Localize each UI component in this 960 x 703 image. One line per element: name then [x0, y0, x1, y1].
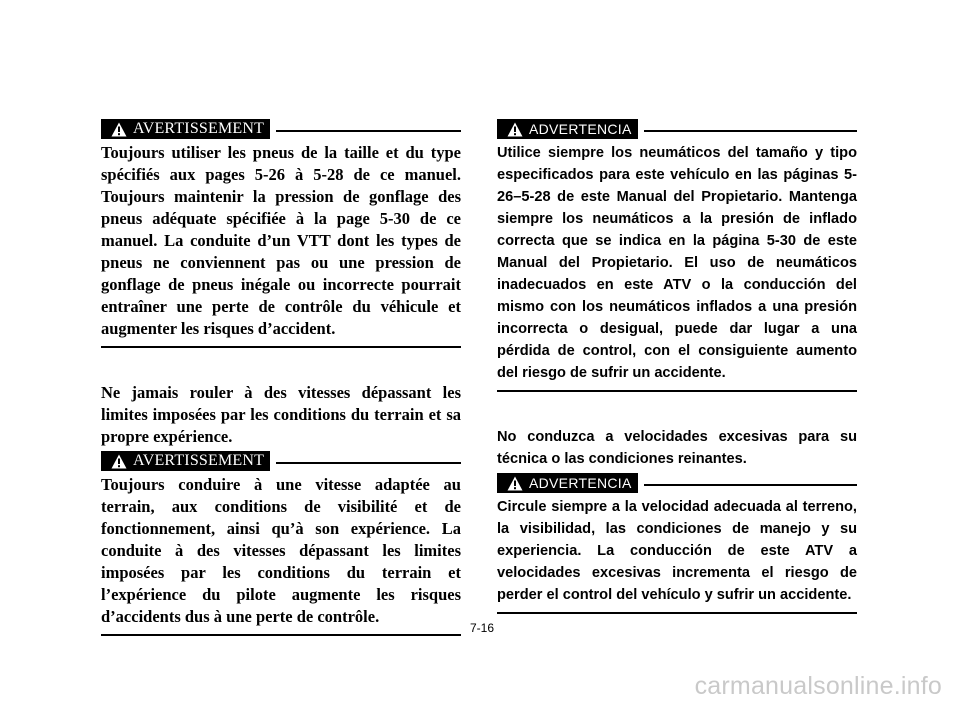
warning-badge: [497, 119, 638, 139]
page-number: 7-16: [469, 621, 495, 635]
warning-label: ADVERTENCIA: [529, 121, 632, 137]
warning-end-rule: [497, 612, 857, 614]
warning-text: Toujours conduire à une vitesse adaptée au terrain, aux conditions de visibilité et de fonctionnement, ainsi qu’à son expérience. La conduite à des vitesses dépassant les limites imposées par les conditions du terrain et l’expérience du pilote augmente les risques d’accidents dus à une perte de contrôle.: [101, 475, 461, 626]
warning-badge: [101, 119, 270, 139]
warning-header: [101, 118, 461, 140]
warning-header-rule: [276, 462, 461, 464]
spanish-column: [497, 118, 857, 614]
warning-badge: [101, 451, 270, 471]
warning-header: [101, 450, 461, 472]
warning-header: [497, 118, 857, 140]
warning-header-rule: [276, 130, 461, 132]
warning-label: ADVERTENCIA: [529, 475, 632, 491]
warning-text: Utilice siempre los neumáticos del tamaño y tipo especificados para este vehículo en las páginas 5-26–5-28 de este Manual del Propietario. Mantenga siempre los neumáticos a la presión de inflado correcta que se indica en la página 5-30 de este Manual del Propietario. El uso de neumáticos inadecuados en este ATV o la conducción del mismo con los neumáticos inflados a una presión incorrecta o desigual, puede dar lugar a una pérdida de control, con el consiguiente aumento del riesgo de sufrir un accidente.: [497, 145, 857, 381]
warning-end-rule: [101, 346, 461, 348]
warning-header-rule: [644, 484, 857, 486]
warning-header: [497, 472, 857, 494]
body-paragraph: Ne jamais rouler à des vitesses dépassant les limites imposées par les conditions du terrain et sa propre expérience.: [101, 383, 461, 446]
warning-end-rule: [497, 390, 857, 392]
warning-label: AVERTISSEMENT: [133, 452, 265, 469]
body-paragraph: No conduzca a velocidades excesivas para su técnica o las condiciones reinantes.: [497, 429, 857, 467]
warning-text: Circule siempre a la velocidad adecuada al terreno, la visibilidad, las condiciones de manejo y su experiencia. La conducción de este ATV a velocidades excesivas incrementa el riesgo de perder el control del vehículo y sufrir un accidente.: [497, 499, 857, 603]
warning-text: Toujours utiliser les pneus de la taille et du type spécifiés aux pages 5-26 à 5-28 de ce manuel. Toujours maintenir la pression de gonflage des pneus adéquate spécifiée à la page 5-30 de ce manuel. La conduite d’un VTT dont les types de pneus ne conviennent pas ou une pression de gonflage de pneus inégale ou incorrecte pourrait entraîner une perte de contrôle du véhicule et augmenter les risques d’accident.: [101, 143, 461, 338]
warning-triangle-icon: [507, 476, 523, 491]
warning-header-rule: [644, 130, 857, 132]
warning-triangle-icon: [111, 122, 127, 137]
warning-triangle-icon: [111, 454, 127, 469]
watermark: carmanualsonline.info: [694, 672, 942, 700]
warning-end-rule: [101, 634, 461, 636]
warning-label: AVERTISSEMENT: [133, 120, 265, 137]
warning-triangle-icon: [507, 122, 523, 137]
warning-badge: [497, 473, 638, 493]
french-column: [101, 118, 461, 636]
